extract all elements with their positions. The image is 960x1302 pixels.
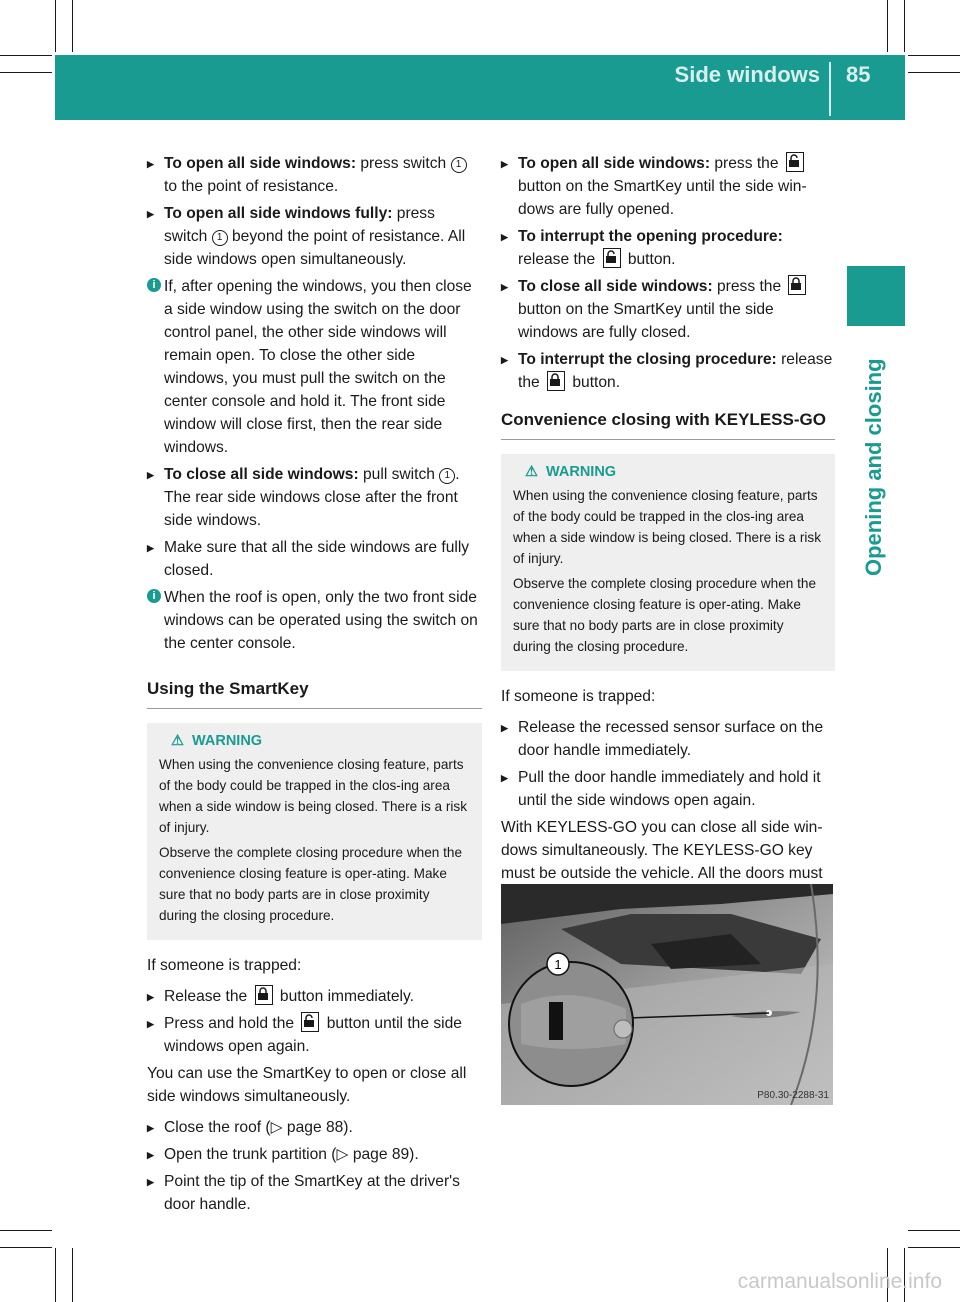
lock-icon: [788, 275, 806, 295]
step-text: Release the: [164, 988, 252, 1005]
warning-text: Observe the complete closing procedure when the convenience closing feature is oper-ating. Make sure that no body parts are in close proximity during the closing procedure.: [513, 576, 817, 654]
step-text: beyond the point of resistance. All side windows open simultaneously.: [164, 228, 466, 268]
crop-mark: [904, 0, 905, 52]
info-text: When the roof is open, only the two front side windows can be operated using the switch on the center console.: [164, 589, 478, 652]
unlock-icon: [786, 152, 804, 172]
step-text: Press and hold the: [164, 1015, 299, 1032]
step-text: Point the tip of the SmartKey at the driver's door handle.: [164, 1173, 460, 1213]
step-text: press switch: [356, 155, 451, 172]
paragraph: If someone is trapped:: [147, 957, 302, 974]
instruction-step: [501, 716, 835, 762]
crop-mark: [0, 55, 52, 56]
crop-mark: [72, 0, 73, 52]
paragraph: With KEYLESS-GO you can close all side win-dows simultaneously. The KEYLESS-GO key must be outside the vehicle. All the doors must: [501, 819, 823, 882]
step-text: release the: [518, 351, 833, 391]
step-text: button.: [623, 251, 676, 268]
crop-mark: [0, 72, 52, 73]
step-text: button on the SmartKey until the side windows are fully closed.: [518, 301, 774, 341]
instruction-step: [147, 152, 482, 198]
instruction-step: [147, 1116, 482, 1139]
crop-mark: [908, 1247, 960, 1248]
instruction-step: [147, 463, 482, 532]
instruction-step: [147, 202, 482, 271]
photo-code: P80.30-2288-31: [757, 1090, 829, 1101]
step-arrow-icon: ▶: [501, 232, 508, 242]
switch-callout: 1: [451, 157, 467, 173]
step-text: button.: [568, 374, 621, 391]
info-note: [147, 586, 482, 655]
step-label: To close all side windows:: [518, 278, 713, 295]
crop-mark: [0, 1247, 52, 1248]
door-handle-photo: [501, 884, 833, 1105]
page-number: 85: [846, 62, 871, 87]
step-label: To open all side windows:: [518, 155, 711, 172]
left-column: [147, 152, 482, 1220]
step-arrow-icon: ▶: [501, 773, 508, 783]
step-arrow-icon: ▶: [147, 543, 154, 553]
info-text: If, after opening the windows, you then close a side window using the switch on the door control panel, the other side windows will remain open. To close the other side windows, you must pull the switch on the center console and hold it. The front side window will close first, then the rear side windows.: [164, 278, 472, 456]
instruction-step: [147, 1143, 482, 1166]
step-arrow-icon: ▶: [147, 1150, 154, 1160]
warning-box: [147, 723, 482, 940]
info-icon: i: [147, 278, 161, 292]
warning-title: ⚠ WARNING: [513, 462, 823, 483]
step-text: button immediately.: [275, 988, 414, 1005]
step-arrow-icon: ▶: [147, 159, 154, 169]
crop-mark: [55, 1248, 56, 1302]
section-heading: Convenience closing with KEYLESS-GO: [501, 408, 835, 440]
lock-icon: [255, 985, 273, 1005]
instruction-step: [501, 348, 835, 394]
instruction-step: [501, 225, 835, 271]
step-text: Make sure that all the side windows are fully closed.: [164, 539, 470, 579]
chapter-tab: [847, 266, 905, 326]
paragraph: You can use the SmartKey to open or close all side windows simultaneously.: [147, 1065, 467, 1105]
crop-mark: [908, 1230, 960, 1231]
step-arrow-icon: ▶: [147, 1123, 154, 1133]
section-heading: Using the SmartKey: [147, 677, 482, 709]
step-text: to the point of resistance.: [164, 178, 339, 195]
instruction-step: [147, 985, 482, 1008]
step-text: press switch: [164, 205, 435, 245]
right-column: [501, 152, 835, 908]
warning-text: Observe the complete closing procedure when the convenience closing feature is oper-ating. Make sure that no body parts are in close proximity during the closing procedure.: [159, 845, 463, 923]
step-arrow-icon: ▶: [147, 470, 154, 480]
step-text: pull switch: [358, 466, 440, 483]
warning-text: When using the convenience closing feature, parts of the body could be trapped in the clos-ing area when a side window is being closed. There is a risk of injury.: [513, 488, 822, 566]
paragraph: If someone is trapped:: [501, 688, 656, 705]
page-title: Side windows: [674, 62, 820, 87]
step-label: To interrupt the opening procedure:: [518, 228, 783, 245]
crop-mark: [908, 55, 960, 56]
unlock-icon: [603, 248, 621, 268]
lock-icon: [547, 371, 565, 391]
step-label: To close all side windows:: [164, 466, 359, 483]
crop-mark: [55, 0, 56, 52]
step-text: Open the trunk partition (▷ page 89).: [164, 1146, 419, 1163]
step-arrow-icon: ▶: [147, 1177, 154, 1187]
crop-mark: [0, 1230, 52, 1231]
switch-callout: 1: [439, 468, 455, 484]
switch-callout: 1: [212, 230, 228, 246]
crop-mark: [887, 0, 888, 52]
step-text: press the: [712, 278, 786, 295]
step-text: button on the SmartKey until the side win-dows are fully opened.: [518, 178, 807, 218]
callout-number: 1: [554, 957, 562, 972]
step-arrow-icon: ▶: [501, 159, 508, 169]
step-label: To interrupt the closing procedure:: [518, 351, 777, 368]
crop-mark: [72, 1248, 73, 1302]
step-arrow-icon: ▶: [147, 1019, 154, 1029]
step-arrow-icon: ▶: [501, 355, 508, 365]
warning-box: [501, 454, 835, 671]
info-icon: i: [147, 589, 161, 603]
step-text: . The rear side windows close after the front side windows.: [164, 466, 460, 529]
instruction-step: [147, 1012, 482, 1058]
step-text: release the: [518, 251, 600, 268]
step-text: Release the recessed sensor surface on the door handle immediately.: [518, 719, 824, 759]
watermark: carmanualsonline.info: [737, 1270, 942, 1293]
unlock-icon: [301, 1012, 319, 1032]
instruction-step: [147, 536, 482, 582]
step-text: Close the roof (▷ page 88).: [164, 1119, 353, 1136]
step-text: press the: [710, 155, 783, 172]
warning-text: When using the convenience closing feature, parts of the body could be trapped in the clos-ing area when a side window is being closed. There is a risk of injury.: [159, 757, 468, 835]
step-arrow-icon: ▶: [501, 282, 508, 292]
instruction-step: [501, 275, 835, 344]
instruction-step: [147, 1170, 482, 1216]
step-arrow-icon: ▶: [147, 992, 154, 1002]
instruction-step: [501, 152, 835, 221]
crop-mark: [908, 72, 960, 73]
info-note: [147, 275, 482, 459]
step-text: button until the side windows open again.: [164, 1015, 462, 1055]
instruction-step: [501, 766, 835, 812]
warning-title: ⚠ WARNING: [159, 731, 470, 752]
step-text: Pull the door handle immediately and hold it until the side windows open again.: [518, 769, 821, 809]
step-arrow-icon: ▶: [501, 723, 508, 733]
step-label: To open all side windows:: [164, 155, 357, 172]
header-separator: [829, 62, 831, 116]
step-label: To open all side windows fully:: [164, 205, 393, 222]
warning-triangle-icon: ⚠: [525, 464, 538, 480]
warning-triangle-icon: ⚠: [171, 733, 184, 749]
step-arrow-icon: ▶: [147, 209, 154, 219]
chapter-label: Opening and closing: [861, 358, 886, 576]
